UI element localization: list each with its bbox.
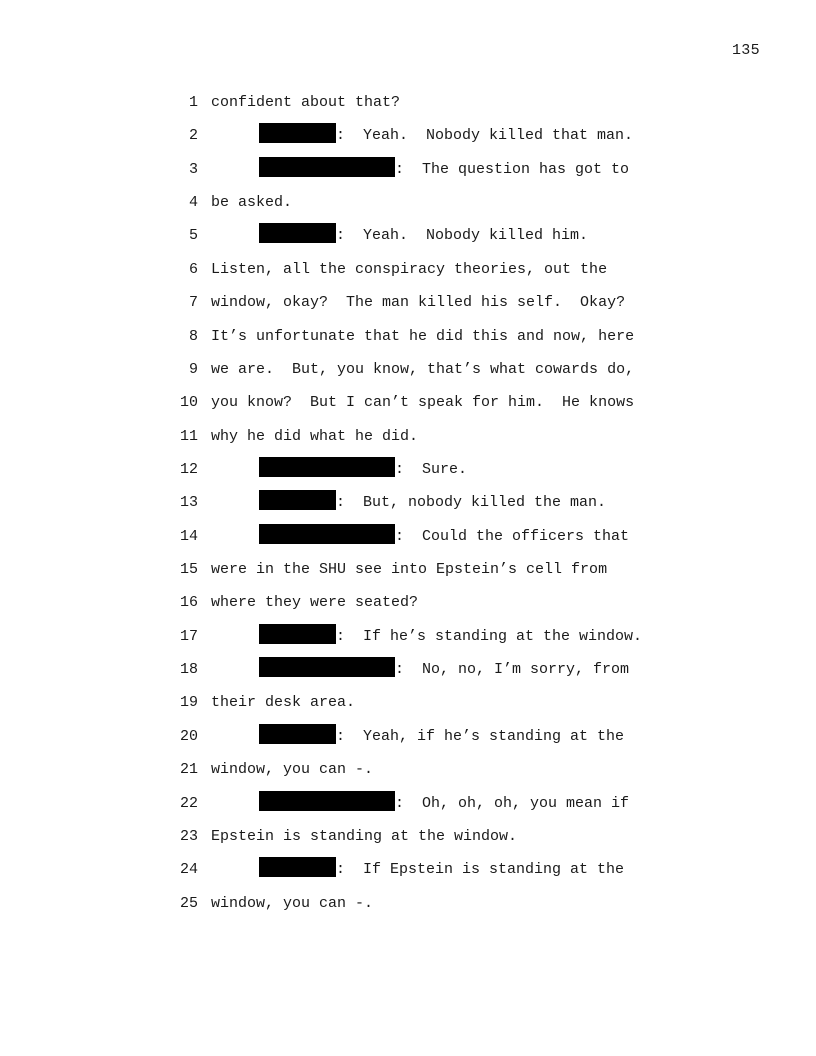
line-content: you know? But I can’t speak for him. He knows (211, 394, 635, 412)
transcript-line (0, 186, 816, 219)
line-content: confident about that? (211, 94, 401, 111)
line-number: 7 (188, 294, 198, 312)
line-content: : Yeah, if he’s standing at the (336, 727, 625, 745)
speaker-line (259, 119, 633, 152)
line-content: : No, no, I’m sorry, from (395, 661, 630, 679)
transcript-line (0, 887, 816, 920)
line-content: : If he’s standing at the window. (336, 627, 643, 645)
line-content: : Yeah. Nobody killed that man. (336, 127, 634, 145)
speaker-line (259, 787, 629, 820)
transcript-line (0, 453, 816, 486)
redacted-speaker-name (259, 624, 336, 644)
line-number: 15 (179, 561, 198, 579)
line-content: window, you can -. (211, 761, 374, 779)
transcript-line (0, 219, 816, 252)
transcript-line (0, 620, 816, 653)
line-number: 3 (188, 160, 198, 178)
line-content: : Yeah. Nobody killed him. (336, 227, 589, 245)
speaker-line (259, 853, 624, 886)
line-content: window, okay? The man killed his self. Okay? (211, 294, 626, 312)
line-content: their desk area. (211, 694, 356, 712)
redacted-speaker-name (259, 657, 395, 677)
redacted-speaker-name (259, 724, 336, 744)
line-number: 17 (179, 627, 198, 645)
redacted-speaker-name (259, 490, 336, 510)
redacted-speaker-name (259, 457, 395, 477)
transcript-line (0, 753, 816, 786)
line-text (211, 186, 292, 219)
transcript-line (0, 320, 816, 353)
line-content: were in the SHU see into Epstein’s cell from (211, 561, 608, 579)
redacted-speaker-name (259, 157, 395, 177)
line-content: be asked. (211, 194, 293, 212)
transcript-body (0, 86, 816, 920)
redacted-speaker-name (259, 524, 395, 544)
line-number: 18 (179, 661, 198, 679)
speaker-line (259, 653, 629, 686)
transcript-line (0, 153, 816, 186)
speaker-line (259, 219, 588, 252)
transcript-line (0, 553, 816, 586)
transcript-line (0, 586, 816, 619)
line-number: 20 (179, 727, 198, 745)
transcript-line (0, 353, 816, 386)
transcript-line (0, 286, 816, 319)
transcript-line (0, 720, 816, 753)
line-number: 11 (179, 427, 198, 445)
line-number: 8 (188, 327, 198, 345)
line-content: window, you can -. (211, 894, 374, 912)
line-number: 16 (179, 594, 198, 612)
line-content: : The question has got to (395, 160, 630, 178)
page-number: 135 (732, 42, 760, 59)
line-number: 10 (179, 394, 198, 412)
line-number: 5 (188, 227, 198, 245)
speaker-line (259, 520, 629, 553)
line-number: 1 (188, 94, 198, 111)
redacted-speaker-name (259, 791, 395, 811)
line-number: 22 (179, 794, 198, 812)
line-text (211, 887, 373, 920)
line-number: 23 (179, 827, 198, 845)
line-number: 4 (188, 194, 198, 212)
line-text (211, 820, 517, 853)
line-number: 12 (179, 460, 198, 478)
line-text (211, 286, 625, 319)
transcript-line (0, 420, 816, 453)
line-content: Epstein is standing at the window. (211, 827, 518, 845)
line-number: 24 (179, 861, 198, 879)
speaker-line (259, 720, 624, 753)
transcript-line (0, 787, 816, 820)
speaker-line (259, 486, 606, 519)
redacted-speaker-name (259, 223, 336, 243)
line-text (211, 320, 634, 353)
transcript-line (0, 86, 816, 119)
line-content: : Could the officers that (395, 527, 630, 545)
redacted-speaker-name (259, 123, 336, 143)
line-content: we are. But, you know, that’s what cowards do, (211, 360, 635, 378)
transcript-line (0, 386, 816, 419)
transcript-line (0, 520, 816, 553)
transcript-line (0, 686, 816, 719)
transcript-line (0, 853, 816, 886)
speaker-line (259, 153, 629, 186)
line-content: Listen, all the conspiracy theories, out the (211, 260, 608, 278)
line-content: why he did what he did. (211, 427, 419, 445)
speaker-line (259, 620, 642, 653)
line-text (211, 586, 418, 619)
line-text (211, 553, 607, 586)
line-text (211, 686, 355, 719)
line-text (211, 386, 634, 419)
line-content: : Oh, oh, oh, you mean if (395, 794, 630, 812)
transcript-line (0, 253, 816, 286)
line-number: 9 (188, 360, 198, 378)
transcript-line (0, 820, 816, 853)
speaker-line (259, 453, 467, 486)
line-text (211, 353, 634, 386)
line-content: : Sure. (395, 460, 468, 478)
line-number: 13 (179, 494, 198, 512)
line-content: It’s unfortunate that he did this and now, here (211, 327, 635, 345)
line-number: 25 (179, 894, 198, 912)
line-number: 14 (179, 527, 198, 545)
line-content: : If Epstein is standing at the (336, 861, 625, 879)
transcript-line (0, 119, 816, 152)
line-content: : But, nobody killed the man. (336, 494, 607, 512)
transcript-line (0, 653, 816, 686)
line-text (211, 86, 400, 119)
line-number: 6 (188, 260, 198, 278)
transcript-line (0, 486, 816, 519)
line-text (211, 753, 373, 786)
line-text (211, 420, 418, 453)
redacted-speaker-name (259, 857, 336, 877)
line-number: 2 (188, 127, 198, 145)
line-number: 21 (179, 761, 198, 779)
line-text (211, 253, 607, 286)
line-content: where they were seated? (211, 594, 419, 612)
line-number: 19 (179, 694, 198, 712)
